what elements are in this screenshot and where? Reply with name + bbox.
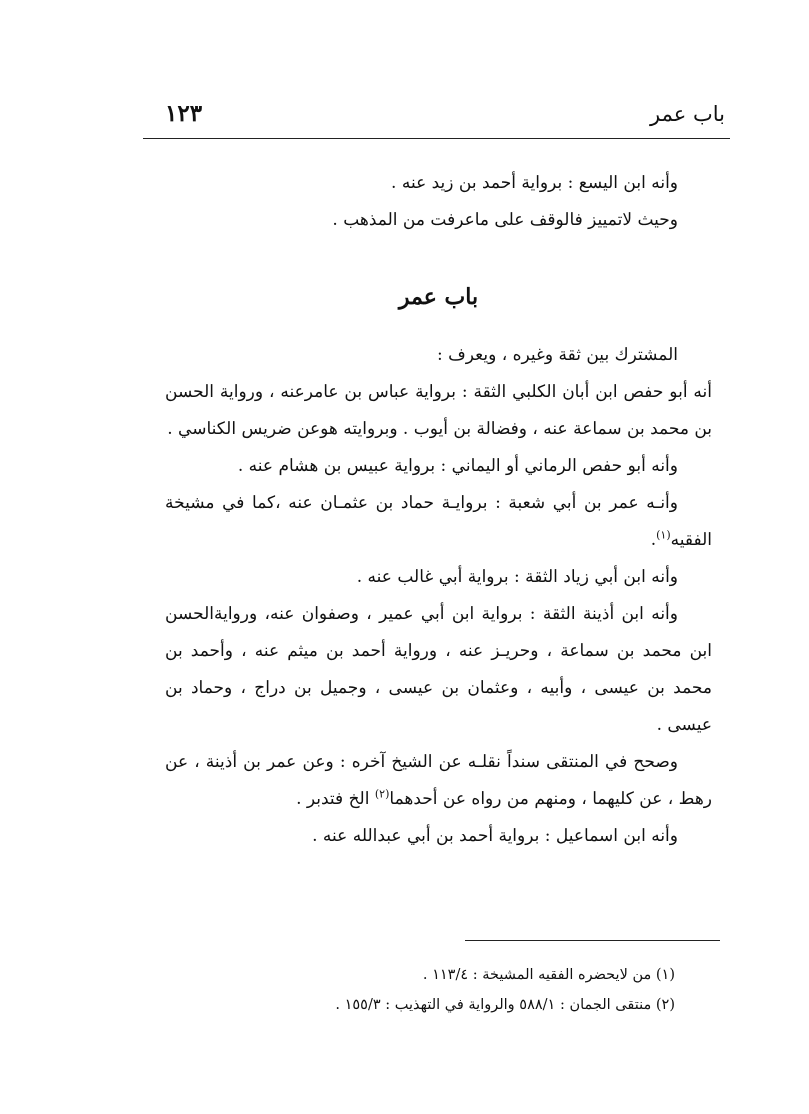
footnote-marker: (١) [656,528,671,542]
footnote: (١) من لايحضره الفقيه المشيخة : ١١٣/٤ . [422,967,675,983]
paragraph: وأنه ابن اسماعيل : برواية أحمد بن أبي عبدالله عنه . [312,826,678,846]
footnote-rule [465,940,720,941]
paragraph-text: وأنـه عمر بن أبي شعبة : بروايـة حماد بن عثمـان عنه ،كما في مشيخة الفقيه [165,493,712,550]
footnote: (٢) منتقى الجمان : ٥٨٨/١ والرواية في التهذيب : ١٥٥/٣ . [335,997,675,1013]
paragraph: وأنه ابن اليسع : برواية أحمد بن زيد عنه . [391,173,678,193]
page-number: ١٢٣ [165,100,203,127]
paragraph: وأنه أبو حفص الرماني أو اليماني : برواية عبيس بن هشام عنه . [237,456,678,476]
previous-section-ending [165,165,712,239]
paragraph: أنه أبو حفص ابن أبان الكلبي الثقة : برواية عباس بن عامرعنه ، ورواية الحسن بن محمد بن سماعة عنه ، وفضالة بن أيوب . وبروايته هوعن ضريس الكناسي . [165,382,712,439]
header-rule [143,138,730,139]
paragraph [165,744,712,818]
paragraph-end: الخ فتدبر . [296,789,375,809]
header-title: باب عمر [650,102,725,126]
paragraph: وحيث لاتمييز فالوقف على ماعرفت من المذهب . [332,210,678,230]
paragraph: المشترك بين ثقة وغيره ، ويعرف : [437,345,678,365]
paragraph [165,485,712,559]
paragraph-end: . [650,530,657,550]
running-header [165,100,725,132]
footnotes [165,960,675,1020]
footnote-marker: (٢) [374,787,390,801]
paragraph: وأنه ابن أذينة الثقة : برواية ابن أبي عمير ، وصفوان عنه، وروايةالحسن ابن محمد بن سماعة ، وحريـز عنه ، ورواية أحمد بن ميثم عنه ، وأحمد بن محمد بن عيسى ، وأبيه ، وعثمان بن عيسى ، وجميل بن دراج ، وحماد بن عيسى . [165,604,712,735]
paragraph-text: وصحح في المنتقى سنداً نقلـه عن الشيخ آخره : وعن عمر بن أذينة ، عن رهط ، عن كليهما ، ومنهم من رواه عن أحدهما [165,752,712,809]
section-body [165,337,712,855]
section-title: باب عمر [398,284,479,310]
paragraph: وأنه ابن أبي زياد الثقة : برواية أبي غالب عنه . [356,567,678,587]
